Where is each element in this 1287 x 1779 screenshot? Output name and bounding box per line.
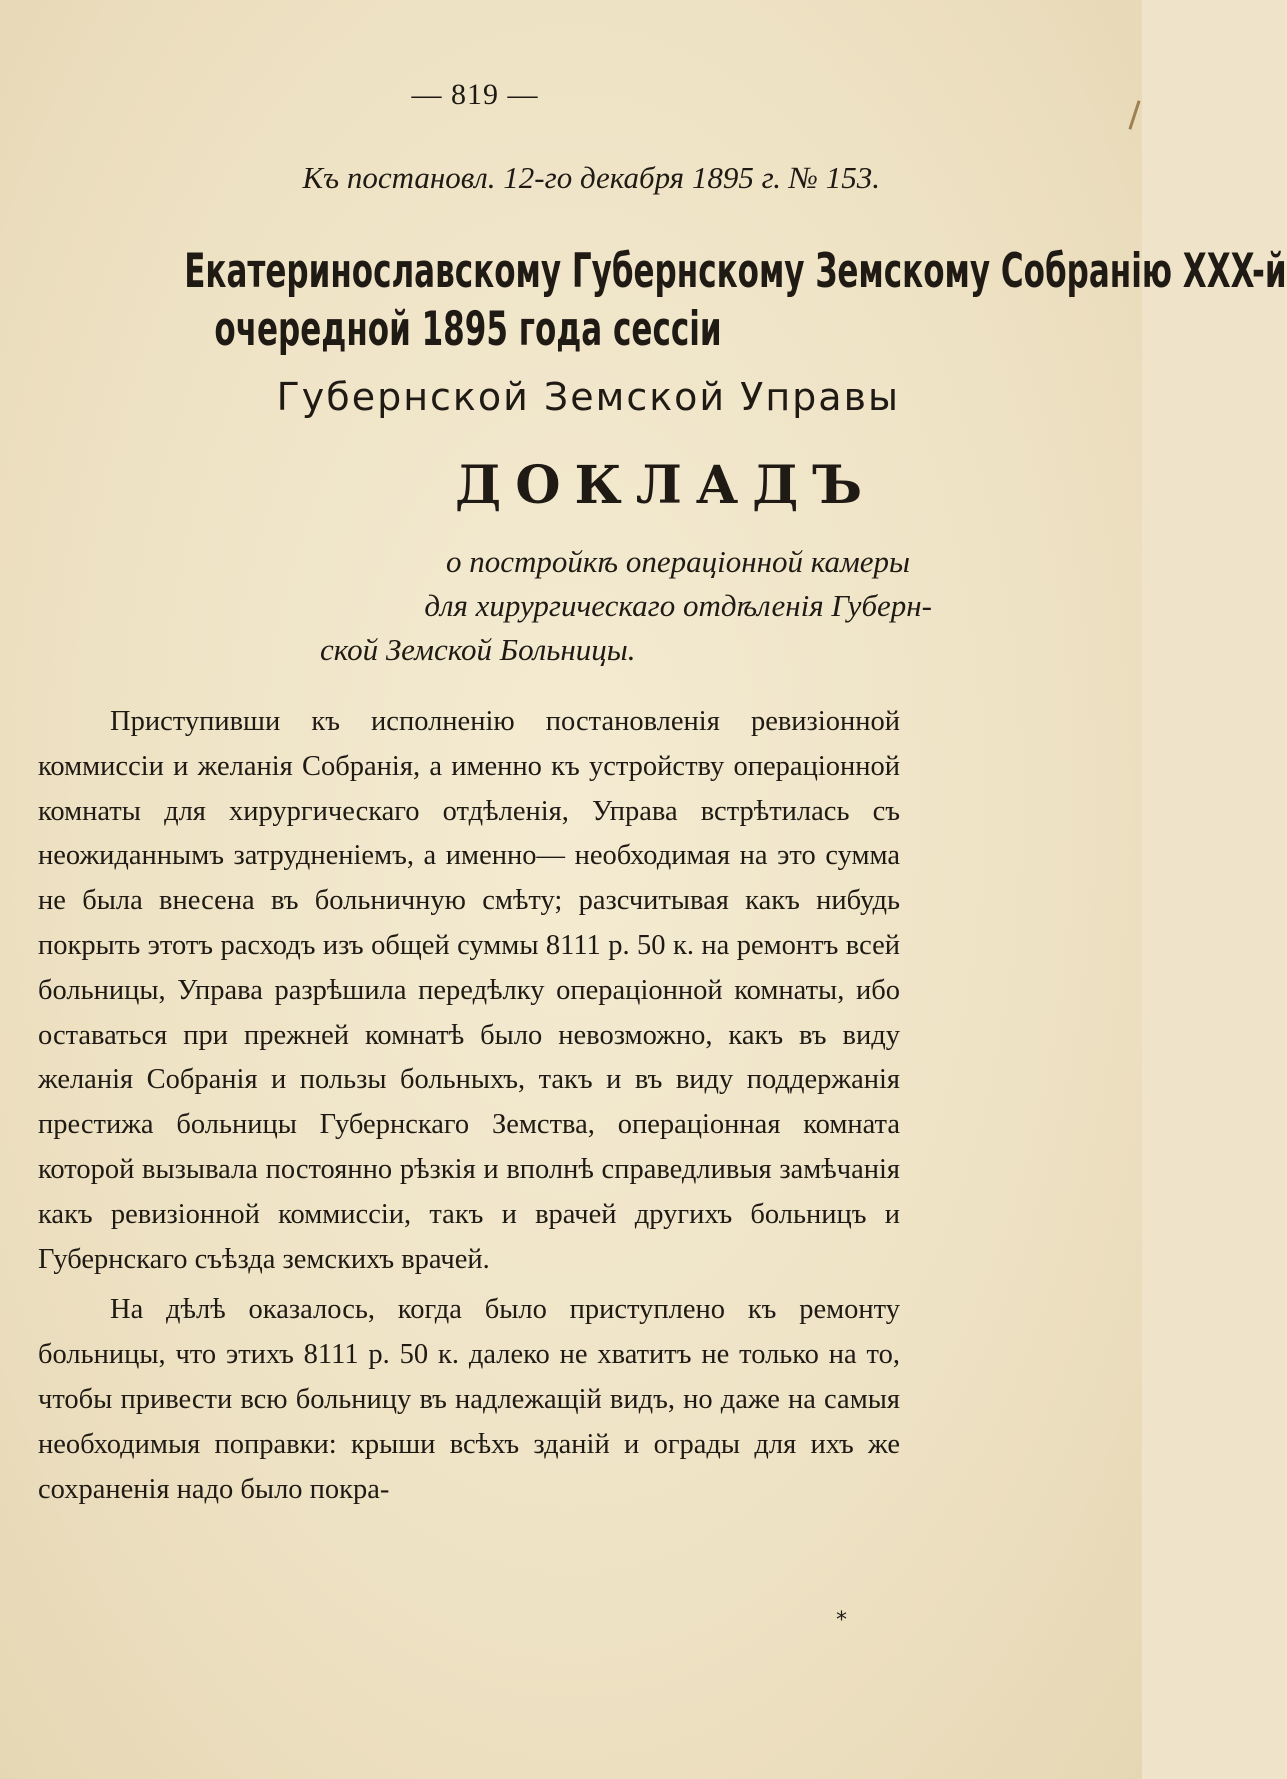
title-line-2: очередной 1895 года сессіи — [214, 302, 722, 357]
paragraph-1: Приступивши къ исполненію постановленія ревизіонной коммиссіи и желанія Собранія, а именно къ устройству операціонной комнаты для хирургическаго отдѣленія, Управа встрѣтилась съ неожиданнымъ затрудненіемъ, а именно— необходимая на это сумма не была внесена въ больничную смѣту; разсчитывая какъ нибудь покрыть этотъ расходъ изъ общей суммы 8111 р. 50 к. на ремонтъ всей больницы, Управа разрѣшила передѣлку операціонной комнаты, ибо оставаться при прежней комнатѣ было невозможно, какъ въ виду желанія Собранія и пользы больныхъ, такъ и въ виду поддержанія престижа больницы Губернскаго Земства, операціонная комната которой вызывала постоянно рѣзкія и вполнѣ справедливыя замѣчанія какъ ревизіонной коммиссіи, такъ и врачей другихъ больницъ и Губернскаго съѣзда земскихъ врачей. — [38, 706, 900, 1275]
body-text — [38, 700, 900, 1512]
signature-mark: * — [836, 1608, 847, 1633]
organization-name: Губернской Земской Управы — [276, 375, 900, 419]
subject-line-2: для хирургическаго отдѣленія Губерн- — [424, 588, 932, 623]
report-heading: ДОКЛАДЪ — [455, 455, 877, 516]
page-number: — 819 — — [411, 78, 539, 111]
subject-line-1: о постройкѣ операціонной камеры — [446, 544, 910, 579]
report-subject — [300, 540, 940, 672]
subject-line-3: ской Земской Больницы. — [320, 632, 636, 667]
annex-reference: Къ постановл. 12-го декабря 1895 г. № 153. — [302, 160, 880, 195]
title-line-1: Екатеринославскому Губернскому Земскому Собранію XXX-й — [184, 244, 1287, 299]
page-edge-mark — [1128, 100, 1140, 129]
paragraph-2: На дѣлѣ оказалось, когда было приступлено къ ремонту больницы, что этихъ 8111 р. 50 к. далеко не хватитъ не только на то, чтобы привести всю больницу въ надлежащій видъ, но даже на самыя необходимыя поправки: крыши всѣхъ зданій и ограды для ихъ же сохраненія надо было покра- — [38, 1294, 900, 1505]
document-title — [184, 243, 1287, 359]
